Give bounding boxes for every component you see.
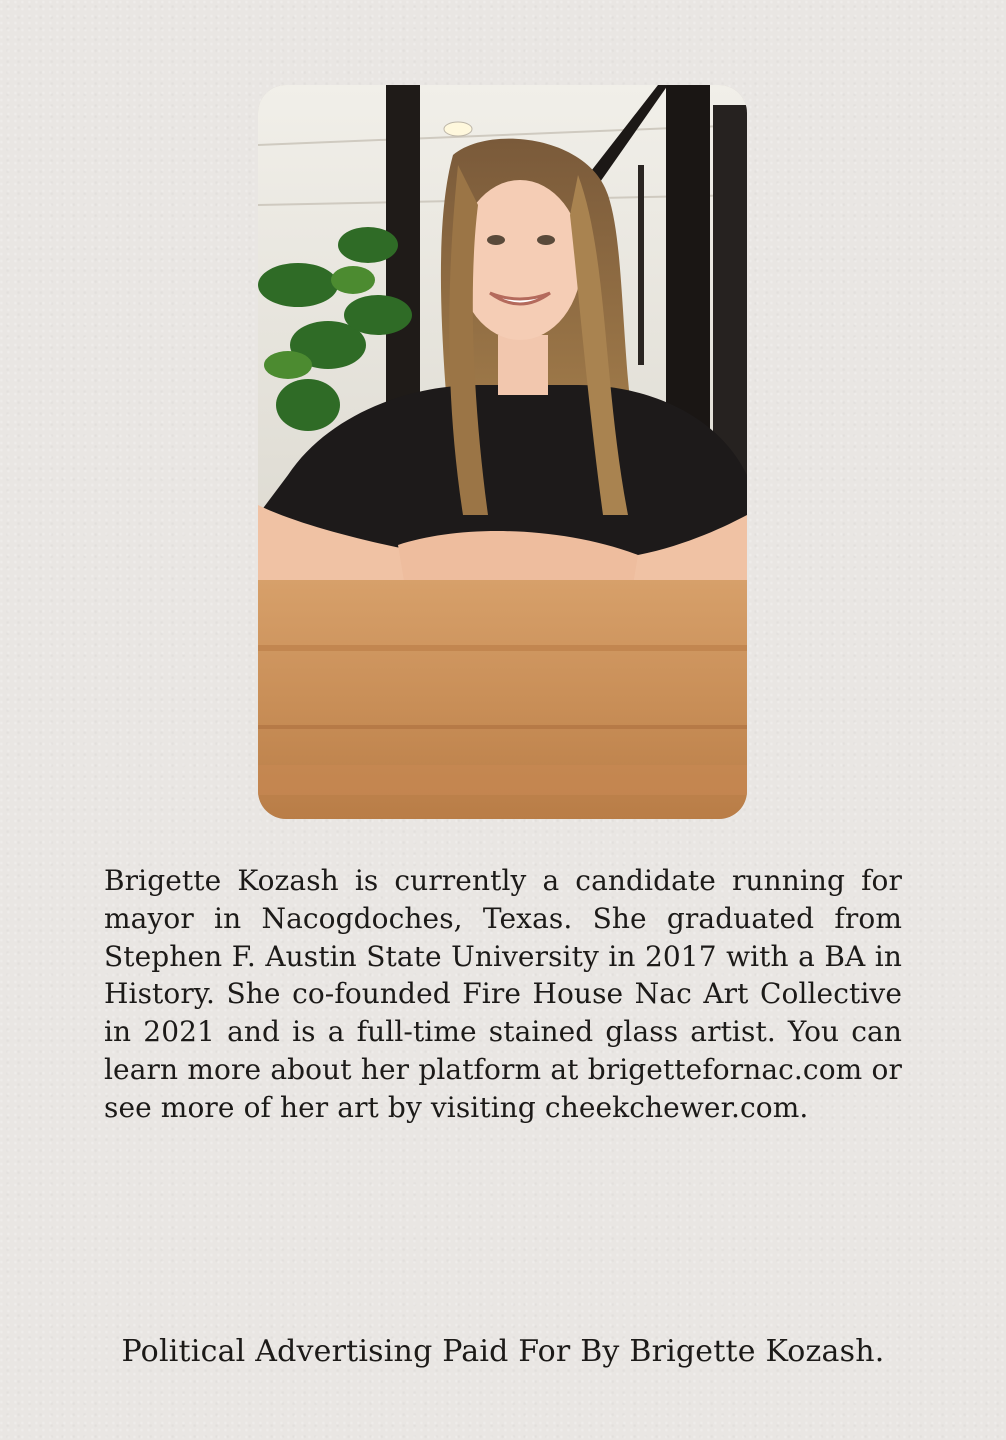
candidate-photo — [258, 85, 747, 819]
candidate-photo-illustration — [258, 85, 747, 819]
candidate-bio: Brigette Kozash is currently a candidate running for mayor in Nacogdoches, Texas. She graduated from Stephen F. Austin State University in 2017 with a BA in History. She co-founded Fire House Nac Art Collective in 2021 and is a full-time stained glass artist. You can learn more about her platform at brigettefornac.com or see more of her art by visiting cheekchewer.com. — [104, 864, 902, 1124]
political-ad-disclaimer: Political Advertising Paid For By Brigette Kozash. — [121, 1334, 885, 1369]
